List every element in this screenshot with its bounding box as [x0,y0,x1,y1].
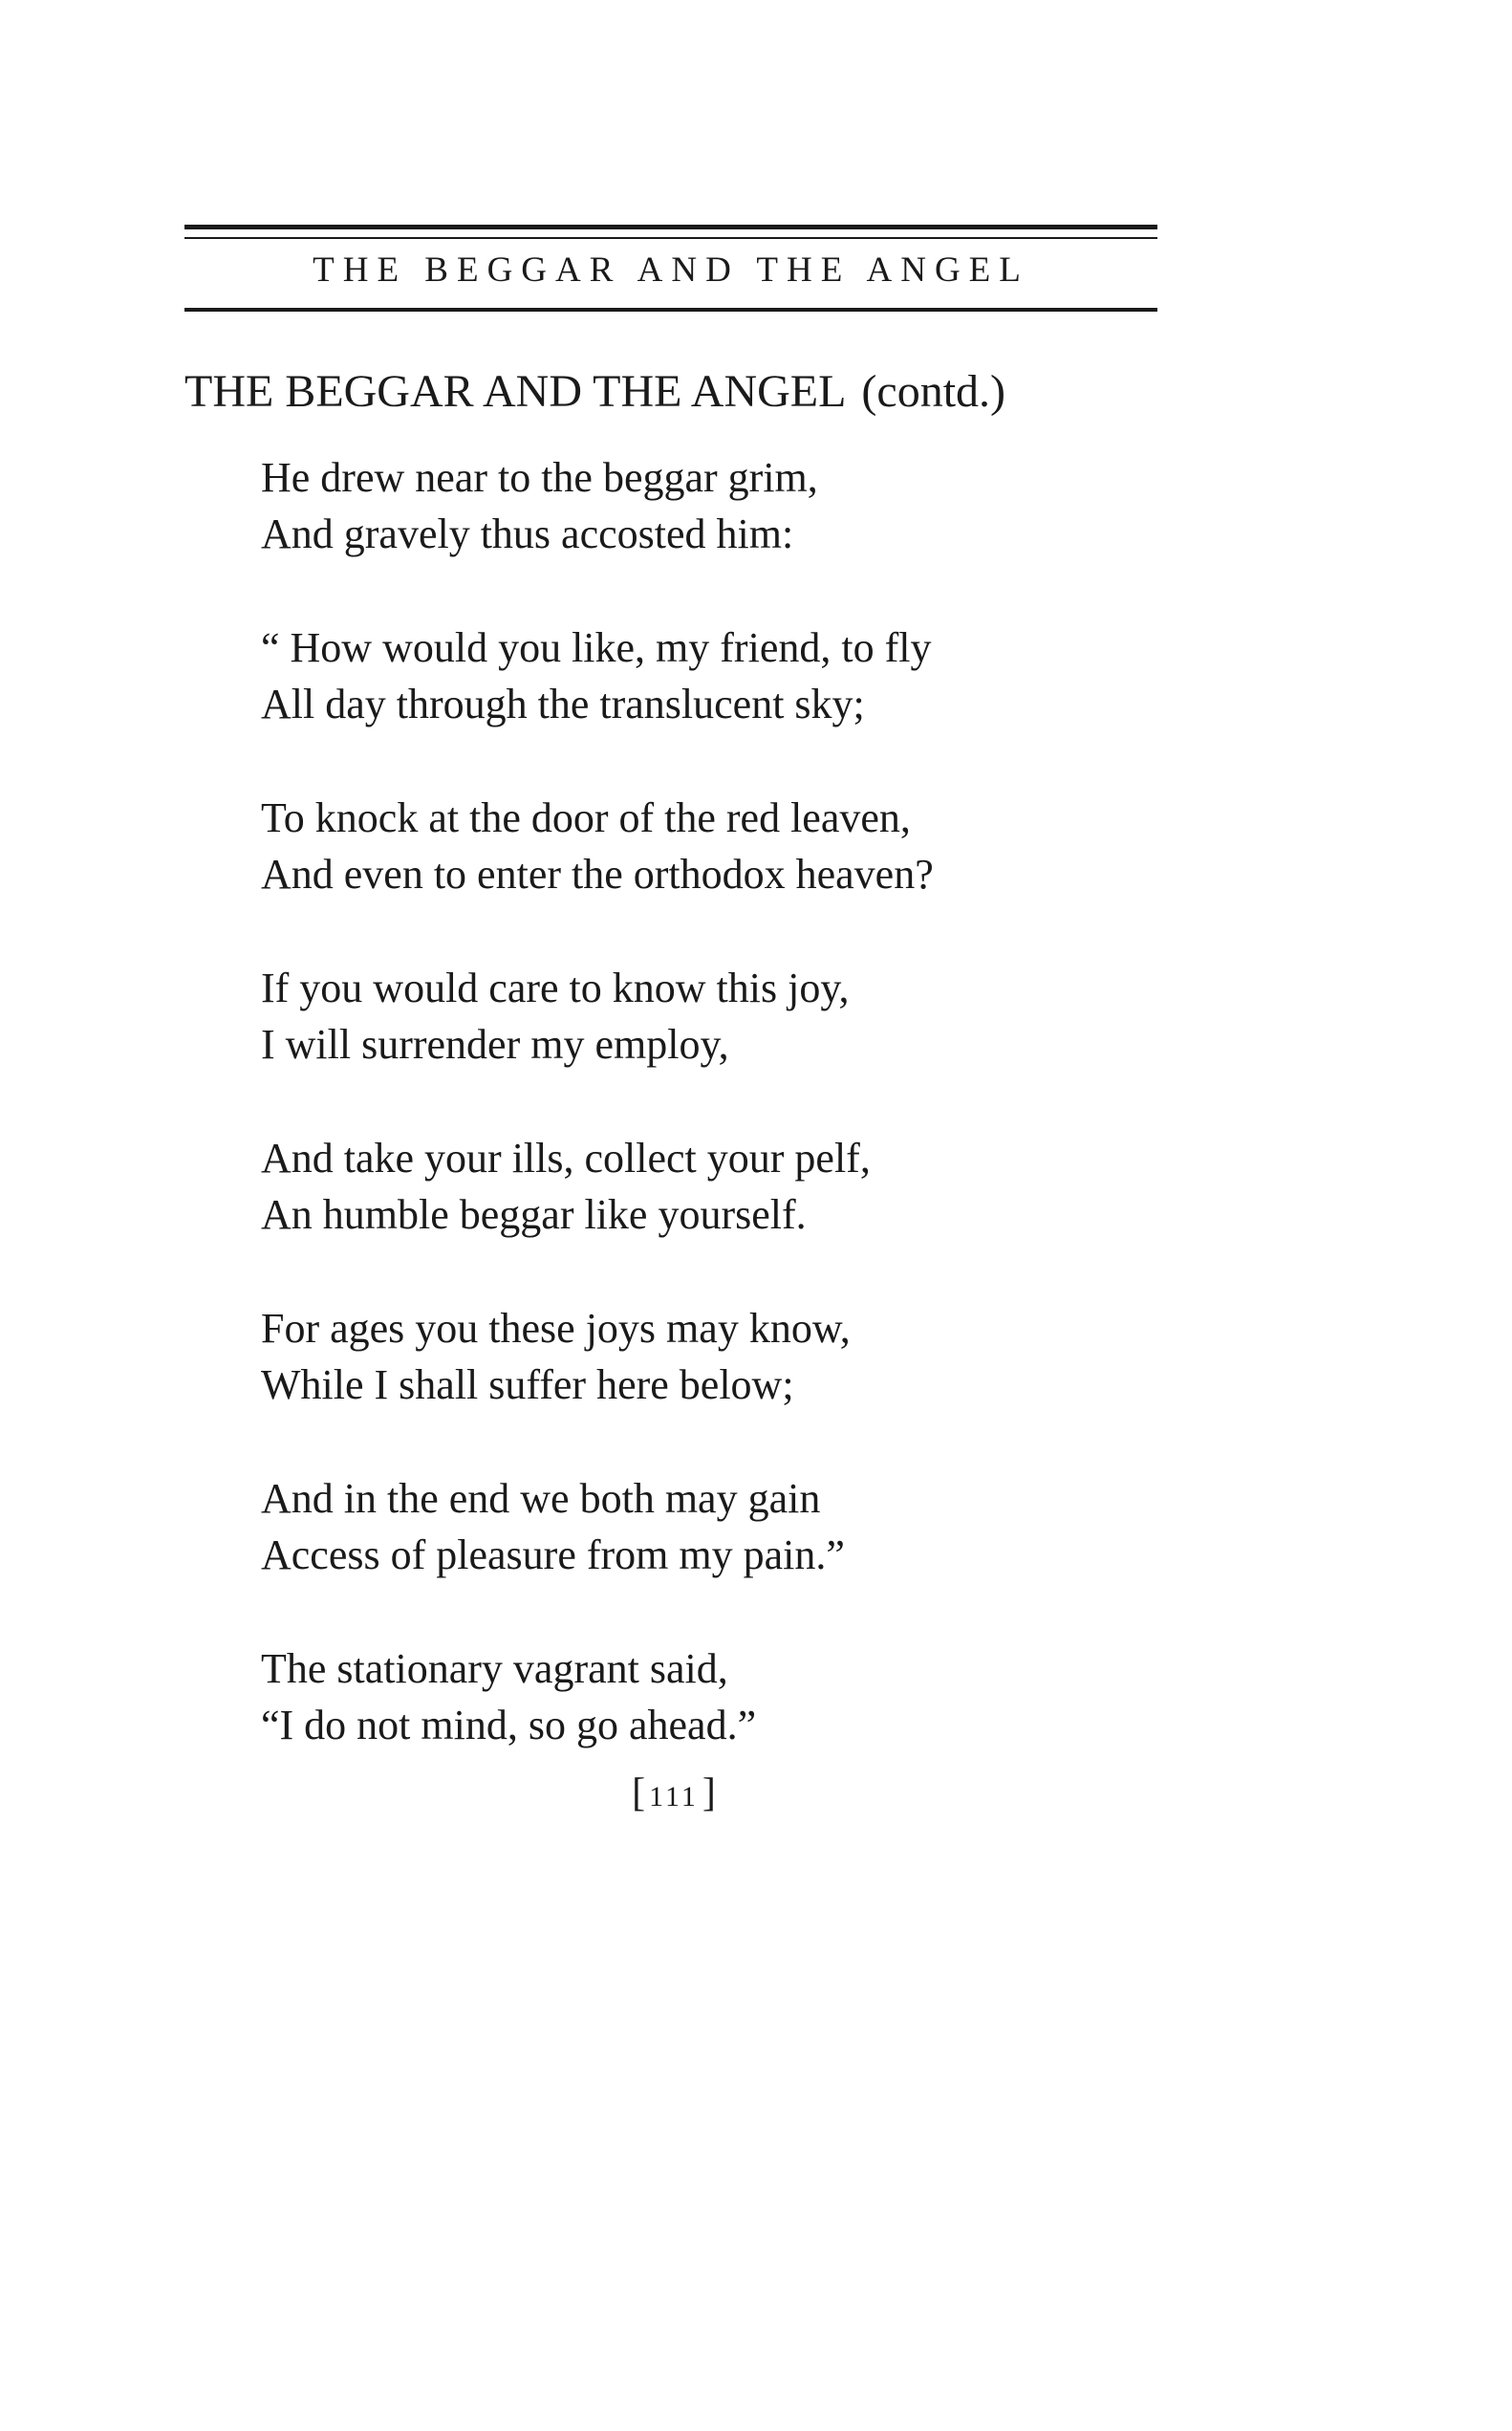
poem-line: Access of pleasure from my pain.” [261,1531,845,1578]
stanza-4 [261,960,1121,1073]
poem-line: I will surrender my employ, [261,1021,729,1068]
poem-line: The stationary vagrant said, [261,1645,728,1692]
poem-title-note: (contd.) [861,366,1006,417]
stanza-3 [261,790,1121,902]
folio-bracket-open: [ [632,1771,646,1815]
poem-body [261,449,1121,1811]
poem-line: And take your ills, collect your pelf, [261,1135,871,1182]
header-rule-thin [184,237,1157,239]
poem-line: “I do not mind, so go ahead.” [261,1702,757,1748]
stanza-5 [261,1130,1121,1243]
poem-line: He drew near to the beggar grim, [261,454,818,501]
poem-line: While I shall suffer here below; [261,1361,794,1408]
folio-bracket-close: ] [702,1771,716,1815]
stanza-6 [261,1300,1121,1413]
poem-line: All day through the translucent sky; [261,681,865,727]
stanza-8 [261,1640,1121,1753]
poem-line: And in the end we both may gain [261,1475,821,1522]
folio-number: 111 [649,1781,699,1812]
poem-line: And gravely thus accosted him: [261,510,794,557]
stanza-1 [261,449,1121,562]
poem-line: An humble beggar like yourself. [261,1191,807,1238]
poem-line: To knock at the door of the red leaven, [261,794,911,841]
poem-title [184,363,1005,421]
running-head: THE BEGGAR AND THE ANGEL [313,250,1029,290]
poem-line: “ How would you like, my friend, to fly [261,624,932,671]
poem-line: And even to enter the orthodox heaven? [261,851,934,898]
header-rule-bottom [184,308,1157,312]
stanza-2 [261,619,1121,732]
header-rule-thick [184,225,1157,229]
poem-line: For ages you these joys may know, [261,1305,851,1352]
poem-line: If you would care to know this joy, [261,965,850,1011]
page-number [0,1767,1348,1824]
poem-title-text: THE BEGGAR AND THE ANGEL [184,366,847,417]
stanza-7 [261,1470,1121,1583]
